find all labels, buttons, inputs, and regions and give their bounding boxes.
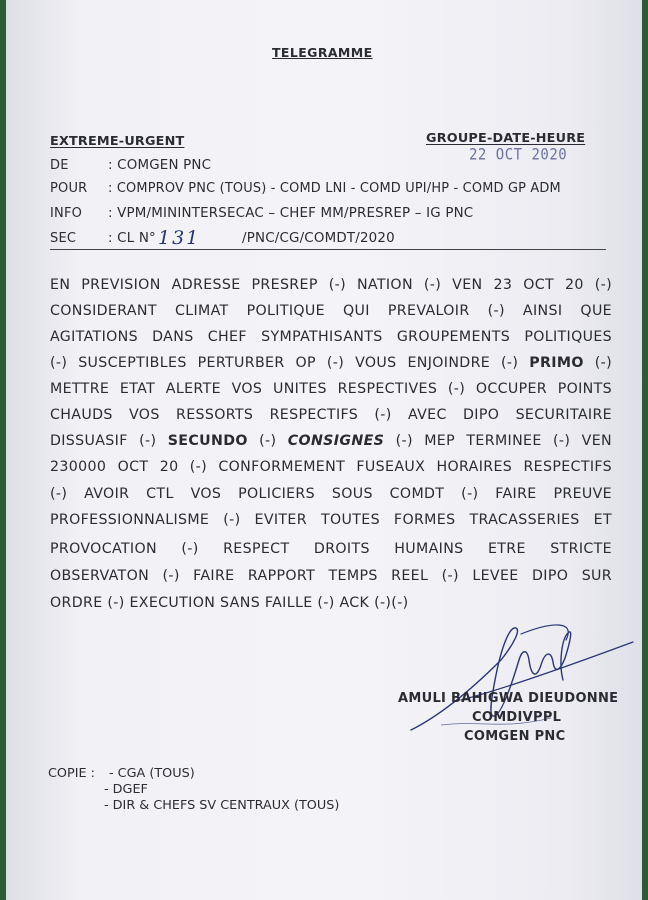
body-line: (-) AVOIR CTL VOS POLICIERS SOUS COMDT (-) FAIRE PREUVE bbox=[50, 486, 612, 502]
body-line: PROFESSIONNALISME (-) EVITER TOUTES FORMES TRACASSERIES ET bbox=[50, 512, 612, 528]
dtg-label: GROUPE-DATE-HEURE bbox=[426, 131, 586, 146]
body-line: CONSIDERANT CLIMAT POLITIQUE QUI PREVALOIR (-) AINSI QUE bbox=[50, 303, 612, 319]
body-line: OBSERVATON (-) FAIRE RAPPORT TEMPS REEL (-) LEVEE DIPO SUR bbox=[50, 568, 612, 584]
header-divider bbox=[50, 249, 606, 250]
body-text: (-) SUSCEPTIBLES PERTURBER OP (-) VOUS ENJOINDRE (-) bbox=[50, 355, 519, 371]
body-line: AGITATIONS DANS CHEF SYMPATHISANTS GROUPEMENTS POLITIQUES bbox=[50, 329, 612, 345]
de-value: : COMGEN PNC bbox=[108, 158, 212, 173]
copie-item: - DIR & CHEFS SV CENTRAUX (TOUS) bbox=[104, 798, 340, 813]
copie-item: - DGEF bbox=[104, 782, 148, 797]
handwritten-ref-number: 131 bbox=[158, 227, 201, 249]
signatory-rank: COMDIVPPL bbox=[472, 710, 562, 725]
primo-keyword: PRIMO bbox=[529, 355, 584, 371]
sec-prefix: : CL N° bbox=[108, 231, 156, 246]
pour-label: POUR bbox=[50, 181, 88, 196]
body-line: METTRE ETAT ALERTE VOS UNITES RESPECTIVES (-) OCCUPER POINTS bbox=[50, 381, 612, 397]
consignes-keyword: CONSIGNES bbox=[287, 433, 385, 449]
body-text: (-) bbox=[259, 433, 277, 449]
secundo-keyword: SECUNDO bbox=[167, 433, 248, 449]
body-line: ORDRE (-) EXECUTION SANS FAILLE (-) ACK (-)(-) bbox=[50, 595, 409, 611]
body-line: EN PREVISION ADRESSE PRESREP (-) NATION (-) VEN 23 OCT 20 (-) bbox=[50, 277, 612, 293]
body-text: DISSUASIF (-) bbox=[50, 433, 157, 449]
body-line bbox=[50, 433, 612, 449]
body-line bbox=[50, 355, 612, 371]
body-text: (-) bbox=[594, 355, 612, 371]
body-line: 230000 OCT 20 (-) CONFORMEMENT FUSEAUX HORAIRES RESPECTIFS bbox=[50, 459, 612, 475]
document-title: TELEGRAMME bbox=[272, 45, 373, 60]
body-line: CHAUDS VOS RESSORTS RESPECTIFS (-) AVEC DIPO SECURITAIRE bbox=[50, 407, 612, 423]
body-text: (-) MEP TERMINEE (-) VEN bbox=[395, 433, 612, 449]
signature-flourish bbox=[461, 625, 633, 700]
date-stamp: 22 OCT 2020 bbox=[469, 145, 568, 165]
copie-item: - CGA (TOUS) bbox=[109, 766, 195, 781]
signatory-title: COMGEN PNC bbox=[464, 729, 566, 744]
info-label: INFO bbox=[50, 206, 83, 221]
info-value: : VPM/MININTERSECAC – CHEF MM/PRESREP – IG PNC bbox=[108, 206, 474, 221]
copie-label: COPIE : bbox=[48, 766, 95, 781]
sec-suffix: /PNC/CG/COMDT/2020 bbox=[242, 231, 395, 246]
priority-label: EXTREME-URGENT bbox=[50, 134, 185, 149]
signatory-name: AMULI BAHIGWA DIEUDONNE bbox=[398, 691, 619, 706]
telegram-page bbox=[6, 0, 642, 900]
pour-value: : COMPROV PNC (TOUS) - COMD LNI - COMD UPI/HP - COMD GP ADM bbox=[108, 181, 561, 196]
body-line: PROVOCATION (-) RESPECT DROITS HUMAINS ETRE STRICTE bbox=[50, 541, 612, 557]
sec-label: SEC bbox=[50, 231, 77, 246]
de-label: DE bbox=[50, 158, 69, 173]
